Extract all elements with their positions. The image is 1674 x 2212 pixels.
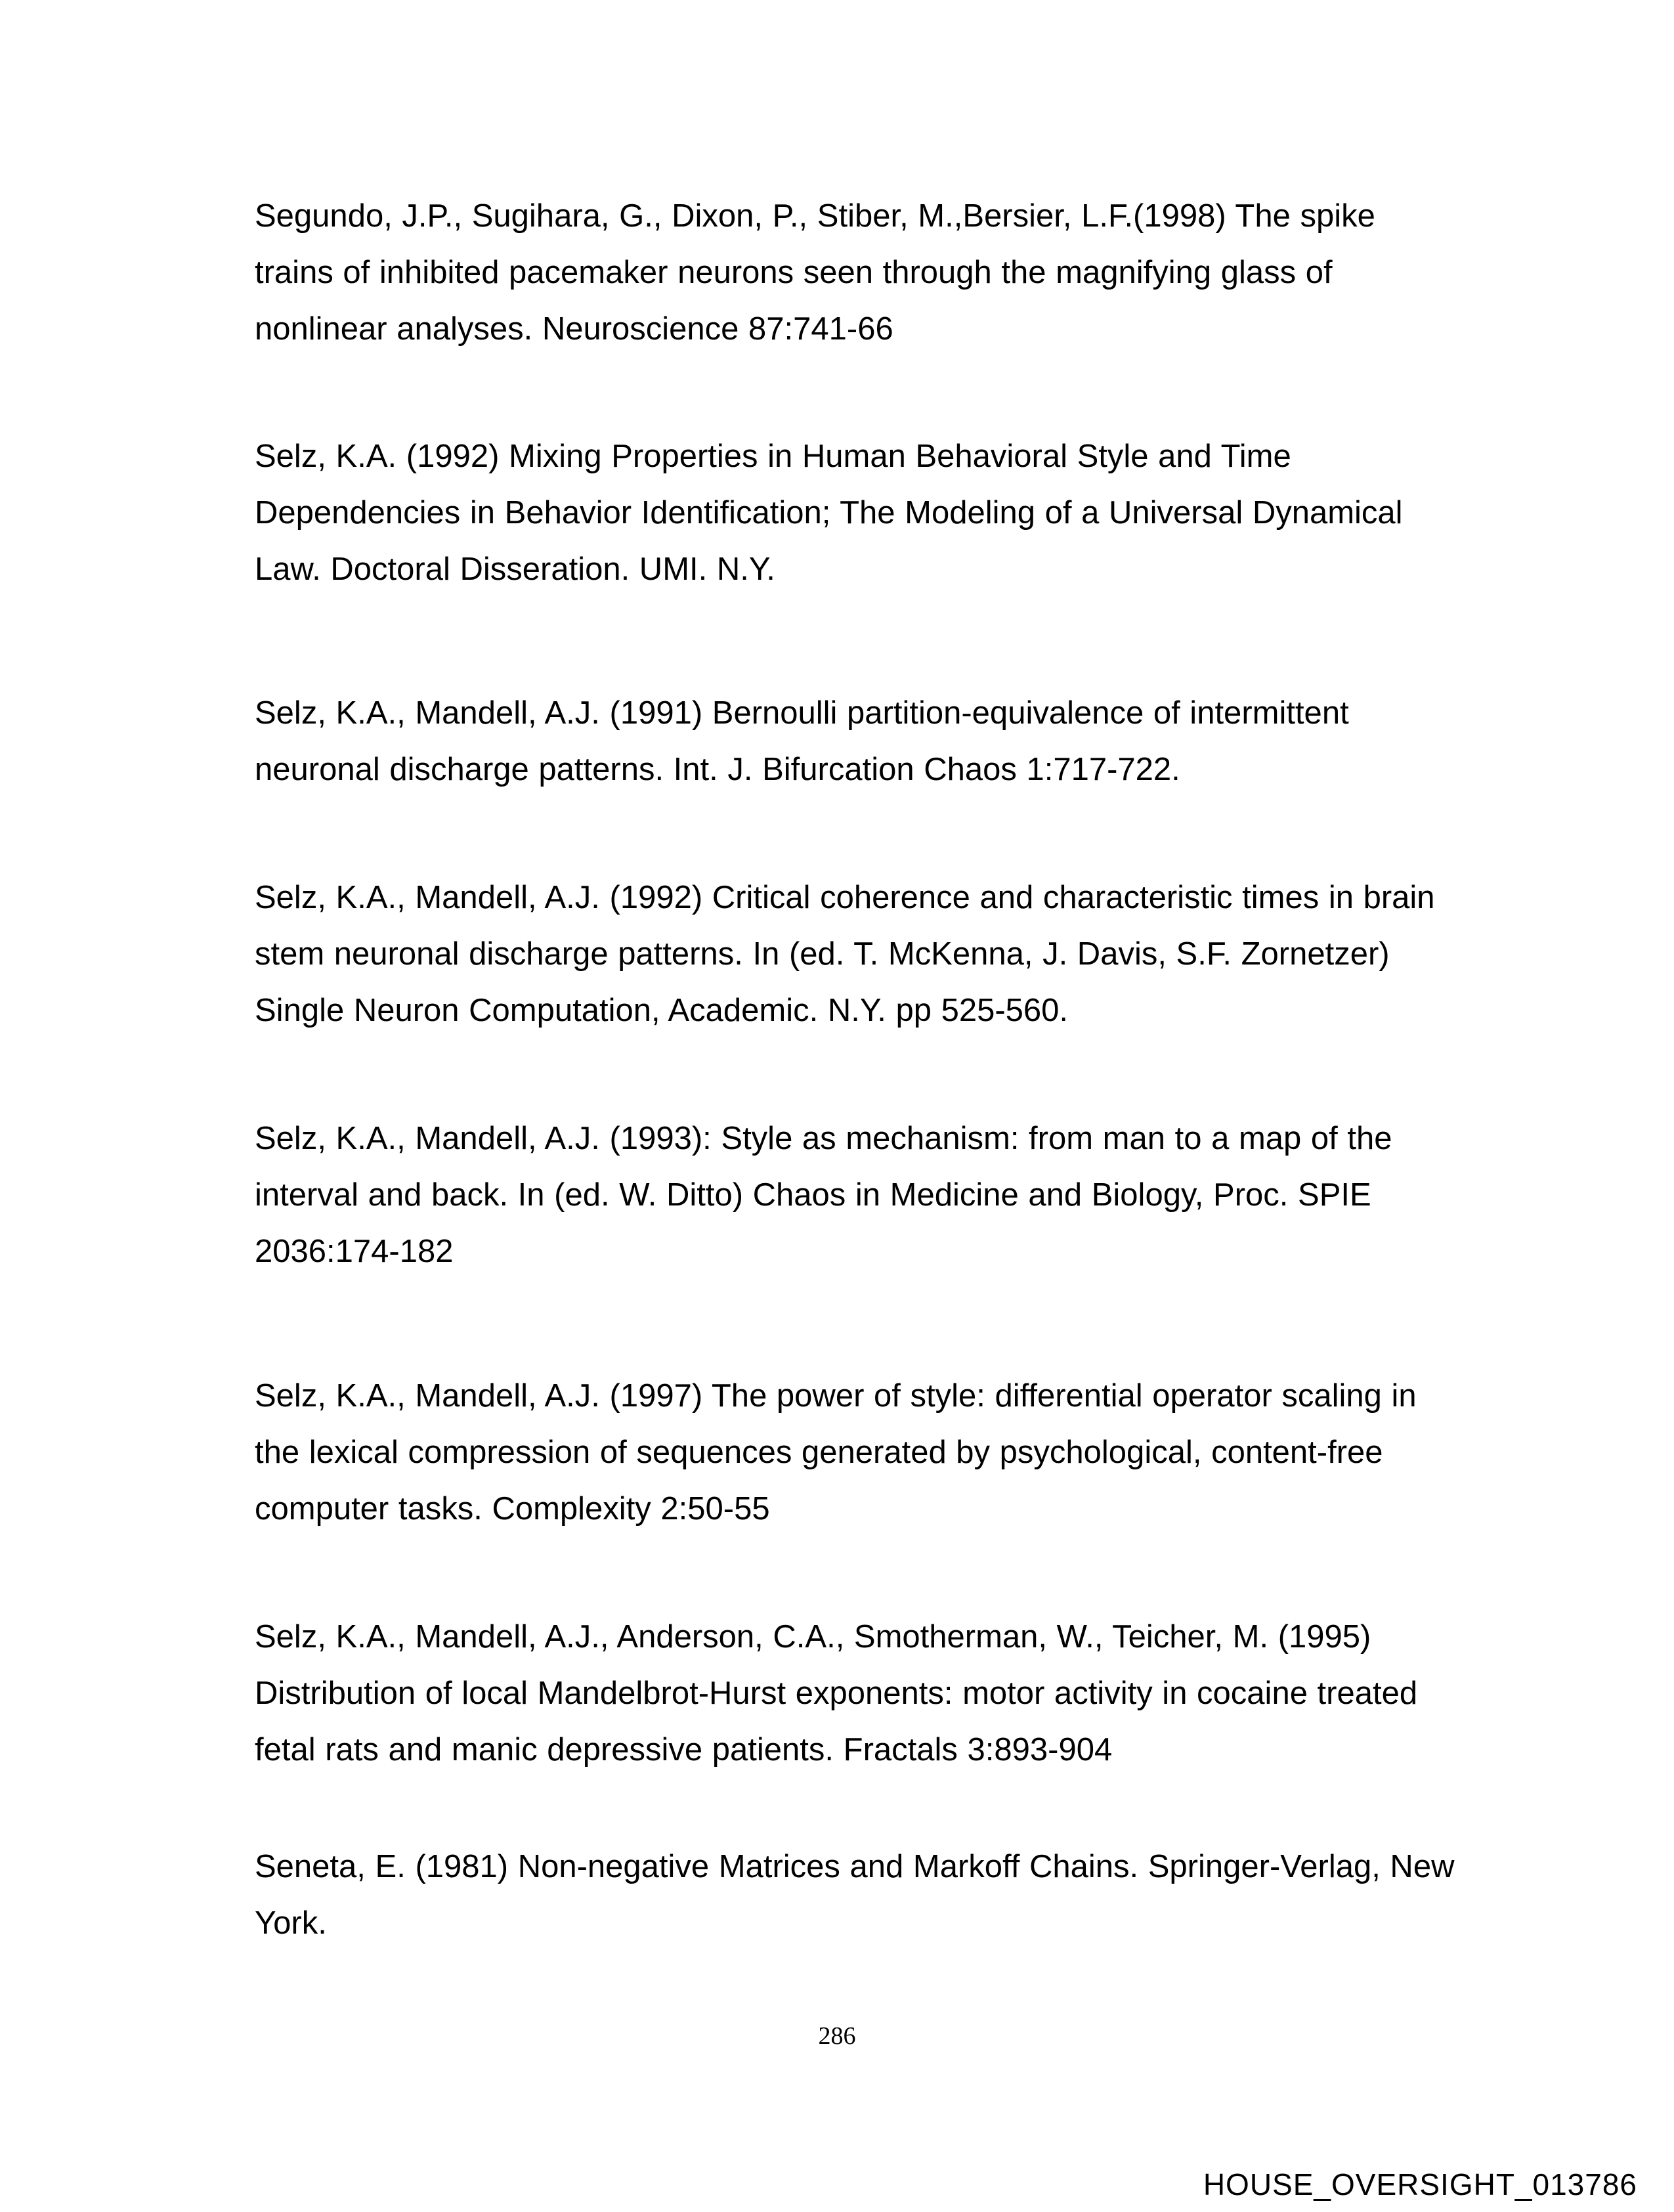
reference-line: Single Neuron Computation, Academic. N.Y. pp 525-560.: [255, 993, 1069, 1028]
reference-line: Selz, K.A., Mandell, A.J. (1997) The power of style: differential operator scaling in: [255, 1378, 1417, 1414]
reference-line: Distribution of local Mandelbrot-Hurst exponents: motor activity in cocaine treated: [255, 1676, 1418, 1711]
reference-line: neuronal discharge patterns. Int. J. Bifurcation Chaos 1:717-722.: [255, 752, 1180, 787]
reference-line: York.: [255, 1905, 327, 1941]
reference-line: Seneta, E. (1981) Non-negative Matrices and Markoff Chains. Springer-Verlag, New: [255, 1849, 1455, 1884]
reference-line: 2036:174-182: [255, 1234, 454, 1269]
reference-entry-selz-mandell-1992: [255, 869, 1489, 1039]
reference-line: Selz, K.A., Mandell, A.J. (1992) Critical coherence and characteristic times in brain: [255, 880, 1435, 915]
reference-entry-selz-mandell-1993: [255, 1110, 1489, 1280]
reference-entry-selz-mandell-1997: [255, 1368, 1489, 1537]
reference-line: Selz, K.A., Mandell, A.J. (1991) Bernoulli partition-equivalence of intermittent: [255, 695, 1349, 731]
reference-line: stem neuronal discharge patterns. In (ed. T. McKenna, J. Davis, S.F. Zornetzer): [255, 936, 1390, 972]
reference-line: Dependencies in Behavior Identification; The Modeling of a Universal Dynamical: [255, 495, 1403, 531]
bates-stamp: HOUSE_OVERSIGHT_013786: [1203, 2167, 1637, 2201]
reference-line: fetal rats and manic depressive patients. Fractals 3:893-904: [255, 1732, 1113, 1767]
reference-entry-selz-1992-thesis: [255, 428, 1489, 597]
reference-line: Segundo, J.P., Sugihara, G., Dixon, P., Stiber, M.,Bersier, L.F.(1998) The spike: [255, 198, 1375, 234]
page-number: 286: [818, 2022, 856, 2050]
reference-line: Selz, K.A., Mandell, A.J., Anderson, C.A., Smotherman, W., Teicher, M. (1995): [255, 1619, 1371, 1655]
reference-entry-selz-mandell-1991: [255, 685, 1489, 798]
reference-line: interval and back. In (ed. W. Ditto) Chaos in Medicine and Biology, Proc. SPIE: [255, 1177, 1371, 1213]
reference-line: nonlinear analyses. Neuroscience 87:741-66: [255, 311, 893, 347]
reference-line: Selz, K.A., Mandell, A.J. (1993): Style as mechanism: from man to a map of the: [255, 1121, 1392, 1156]
reference-line: Selz, K.A. (1992) Mixing Properties in Human Behavioral Style and Time: [255, 439, 1291, 474]
reference-line: trains of inhibited pacemaker neurons seen through the magnifying glass of: [255, 255, 1333, 290]
reference-entry-segundo-1998: [255, 188, 1489, 357]
reference-line: computer tasks. Complexity 2:50-55: [255, 1491, 770, 1527]
reference-line: the lexical compression of sequences generated by psychological, content-free: [255, 1435, 1383, 1470]
reference-entry-seneta-1981: [255, 1838, 1489, 1951]
reference-entry-selz-et-al-1995: [255, 1609, 1489, 1778]
reference-line: Law. Doctoral Disseration. UMI. N.Y.: [255, 552, 775, 587]
